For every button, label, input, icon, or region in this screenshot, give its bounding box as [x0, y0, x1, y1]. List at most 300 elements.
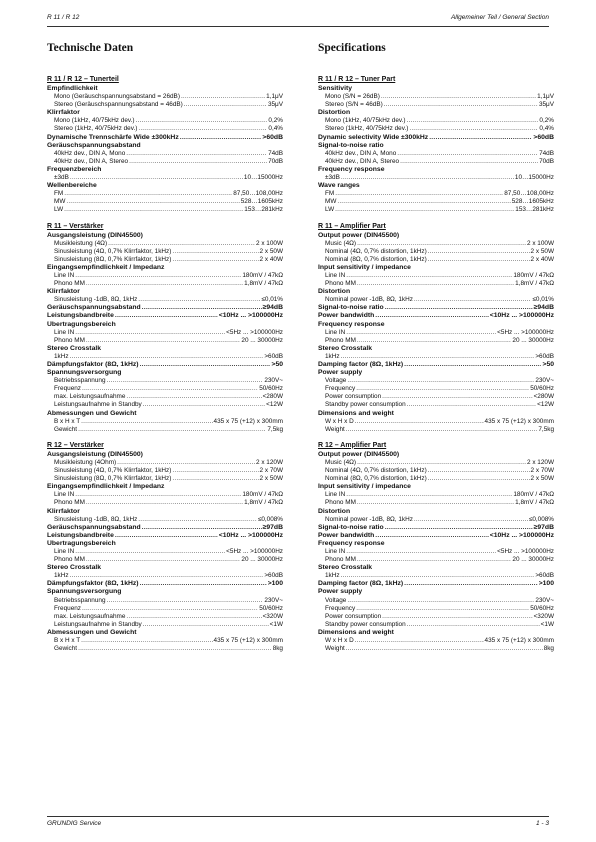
dot-leader: [428, 475, 530, 483]
spec-label: Line IN: [325, 328, 346, 336]
spec-value: 180mV / 47kΩ: [513, 271, 554, 279]
spec-label: Sinusleistung (8Ω, 0,7% Klirrfaktor, 1kHz): [54, 475, 172, 483]
spec-group-row: [47, 109, 283, 117]
spec-row: [318, 597, 554, 605]
spec-row: [318, 240, 554, 248]
spec-value: 50/60Hz: [530, 385, 554, 393]
spec-label: Ausgangsleistung (DIN45500): [47, 450, 143, 458]
dot-leader: [346, 329, 496, 337]
spec-value: ≤0,01%: [532, 296, 554, 304]
spec-label: Phono MM: [325, 336, 356, 344]
dot-leader: [140, 580, 267, 588]
page-number: 1 - 3: [535, 820, 549, 827]
dot-leader: [407, 117, 539, 125]
section-heading: R 11 / R 12 – Tuner Part: [318, 76, 396, 83]
spec-value: 528…1605kHz: [240, 198, 283, 206]
spec-label: Line IN: [54, 328, 75, 336]
spec-row: [318, 491, 554, 499]
spec-row: [318, 101, 554, 109]
spec-group-row: [47, 451, 283, 459]
spec-label: max. Leistungsaufnahme: [54, 612, 126, 620]
spec-value: ≥94dB: [262, 304, 283, 312]
dot-leader: [357, 280, 514, 288]
spec-label: Power bandwidth: [318, 312, 375, 320]
spec-group-row: [318, 564, 554, 572]
spec-row: [47, 393, 283, 401]
spec-row: [318, 401, 554, 409]
header-section: Allgemeiner Teil / General Section: [450, 14, 549, 21]
spec-value: 2 x 100W: [256, 239, 283, 247]
spec-label: Sinusleistung (8Ω, 0,7% Klirrfaktor, 1kHz): [54, 255, 172, 263]
spec-row: [318, 280, 554, 288]
spec-value: 7,5kg: [267, 425, 283, 433]
dot-leader: [357, 337, 512, 345]
spec-row: [47, 329, 283, 337]
spec-label: Spannungsversorgung: [47, 588, 122, 596]
dot-leader: [407, 621, 540, 629]
spec-label: MW: [325, 198, 337, 206]
spec-value: 2 x 50W: [259, 475, 283, 483]
spec-label: Power bandwidth: [318, 531, 375, 539]
spec-label: Sinusleistung (4Ω, 0,7% Klirrfaktor, 1kHz): [54, 247, 172, 255]
spec-value: 1,1μV: [537, 93, 554, 101]
spec-label: Geräuschspannungsabstand: [47, 304, 141, 312]
spec-label: Wave ranges: [318, 182, 360, 190]
spec-row: [47, 353, 283, 361]
dot-leader: [143, 621, 269, 629]
spec-value: 153…281kHz: [515, 206, 554, 214]
spec-label: Frequency: [325, 385, 356, 393]
spec-row: [47, 548, 283, 556]
spec-row: [318, 418, 554, 426]
spec-label: Signal-to-noise ratio: [318, 523, 384, 531]
dot-leader: [428, 256, 530, 264]
spec-group-row: [318, 369, 554, 377]
spec-label: Frequency: [325, 604, 356, 612]
spec-label: Distortion: [318, 507, 351, 515]
spec-label: Weight: [325, 645, 345, 653]
spec-label: Phono MM: [325, 280, 356, 288]
spec-label: Abmessungen und Gewicht: [47, 628, 137, 636]
spec-value: 20 ... 30000Hz: [241, 556, 283, 564]
spec-label: Geräuschspannungsabstand: [47, 141, 141, 149]
dot-leader: [180, 134, 262, 142]
dot-leader: [341, 174, 514, 182]
spec-row: [318, 516, 554, 524]
spec-label: Sensitivity: [318, 85, 352, 92]
spec-value: >100: [538, 580, 554, 588]
spec-label: Line IN: [54, 271, 75, 279]
spec-label: Frequenz: [54, 604, 81, 612]
dot-leader: [70, 174, 243, 182]
spec-row: [47, 240, 283, 248]
spec-row: [47, 556, 283, 564]
spec-group-row: [318, 540, 554, 548]
dot-leader: [129, 158, 267, 166]
spec-label: Signal-to-noise ratio: [318, 304, 384, 312]
spec-value: ≥97dB: [533, 523, 554, 531]
spec-value: >60dB: [535, 572, 554, 580]
spec-value: 0,2%: [539, 117, 554, 125]
spec-value: <10Hz ... >100000Hz: [218, 312, 283, 320]
spec-label: LW: [325, 206, 335, 214]
spec-value: >60dB: [264, 572, 283, 580]
spec-row: [47, 101, 283, 109]
spec-row: [318, 556, 554, 564]
spec-group-row: [318, 483, 554, 491]
spec-label: Leistungsbandbreite: [47, 531, 114, 539]
spec-value: 1,8mV / 47kΩ: [515, 280, 554, 288]
spec-label: MW: [54, 198, 66, 206]
spec-value: <5Hz ... >100000Hz: [497, 328, 554, 336]
spec-label: Output power (DIN45500): [318, 450, 400, 458]
spec-label: max. Leistungsaufnahme: [54, 393, 126, 401]
spec-row: [318, 272, 554, 280]
spec-group-row: [318, 232, 554, 240]
spec-row: [318, 605, 554, 613]
spec-group-row: [47, 304, 283, 312]
dot-leader: [107, 377, 264, 385]
spec-row: [47, 475, 283, 483]
section-heading: R 12 – Amplifier Part: [318, 441, 387, 449]
dot-leader: [81, 637, 212, 645]
spec-value: 35μV: [538, 101, 554, 109]
dot-leader: [64, 206, 243, 214]
spec-label: Dimensions and weight: [318, 628, 394, 636]
spec-value: 7,5kg: [538, 425, 554, 433]
spec-label: Signal-to-noise ratio: [318, 141, 384, 149]
spec-label: Dimensions and weight: [318, 409, 394, 417]
spec-row: [318, 125, 554, 133]
dot-leader: [341, 353, 535, 361]
dot-leader: [86, 499, 243, 507]
dot-leader: [172, 467, 258, 475]
spec-label: 40kHz dev., DIN A, Mono: [325, 149, 397, 157]
spec-label: Nominal (4Ω, 0,7% distortion, 1kHz): [325, 247, 427, 255]
spec-label: Voltage: [325, 596, 347, 604]
spec-label: Phono MM: [54, 499, 85, 507]
dot-leader: [172, 248, 258, 256]
spec-value: 1,1μV: [266, 93, 283, 101]
spec-value: 1,8mV / 47kΩ: [244, 499, 283, 507]
spec-value: <5Hz ... >100000Hz: [226, 547, 283, 555]
spec-row: [47, 426, 283, 434]
spec-label: Nominal (4Ω, 0,7% distortion, 1kHz): [325, 467, 427, 475]
spec-row: [47, 125, 283, 133]
spec-label: 40kHz dev., DIN A, Mono: [54, 149, 126, 157]
dot-leader: [70, 572, 264, 580]
spec-row: [47, 158, 283, 166]
spec-label: ±3dB: [54, 174, 69, 182]
spec-row: [47, 272, 283, 280]
spec-label: Eingangsempfindlichkeit / Impedanz: [47, 263, 165, 271]
spec-group-row: [318, 264, 554, 272]
spec-group-row: [318, 109, 554, 117]
spec-group-row: [47, 483, 283, 491]
dot-leader: [357, 499, 514, 507]
spec-row: [318, 248, 554, 256]
spec-row: [318, 206, 554, 214]
spec-row: [47, 401, 283, 409]
spec-label: Phono MM: [54, 336, 85, 344]
dot-leader: [86, 556, 241, 564]
dot-leader: [404, 361, 541, 369]
spec-value: 180mV / 47kΩ: [513, 491, 554, 499]
spec-value: ≤0,008%: [257, 515, 283, 523]
dot-leader: [126, 393, 261, 401]
spec-label: Frequenz: [54, 385, 81, 393]
dot-leader: [108, 240, 255, 248]
dot-leader: [140, 361, 271, 369]
dot-leader: [346, 548, 496, 556]
spec-row: [318, 377, 554, 385]
german-sections: [47, 74, 283, 653]
spec-label: Stereo (Geräuschspannungsabstand = 46dB): [54, 101, 183, 109]
dot-leader: [181, 93, 265, 101]
spec-group-row: [318, 134, 554, 142]
dot-leader: [385, 304, 533, 312]
spec-group-row: [47, 264, 283, 272]
spec-label: Line IN: [54, 491, 75, 499]
spec-label: Power consumption: [325, 612, 382, 620]
spec-value: <320W: [533, 612, 554, 620]
spec-label: Klirrfaktor: [47, 507, 80, 515]
spec-group-row: [47, 629, 283, 637]
spec-row: [47, 572, 283, 580]
spec-label: Standby power consumption: [325, 401, 406, 409]
spec-label: Damping factor (8Ω, 1kHz): [318, 361, 404, 368]
spec-value: 2 x 120W: [256, 458, 283, 466]
spec-row: [318, 475, 554, 483]
spec-row: [47, 174, 283, 182]
english-title: Specifications: [318, 42, 386, 54]
spec-row: [47, 248, 283, 256]
spec-label: ±3dB: [325, 174, 340, 182]
spec-label: Stereo Crosstalk: [47, 564, 102, 572]
spec-value: 230V~: [264, 596, 283, 604]
dot-leader: [78, 645, 272, 653]
spec-value: 74dB: [539, 149, 554, 157]
dot-leader: [107, 597, 264, 605]
spec-row: [47, 280, 283, 288]
spec-label: Mono (1kHz, 40/75kHz dev.): [54, 117, 135, 125]
spec-value: 2 x 50W: [530, 247, 554, 255]
dot-leader: [335, 206, 514, 214]
spec-label: Frequenzbereich: [47, 165, 102, 173]
spec-value: 2 x 70W: [530, 467, 554, 475]
spec-row: [47, 516, 283, 524]
dot-leader: [407, 401, 536, 409]
spec-value: 230V~: [264, 377, 283, 385]
spec-label: Sinusleistung -1dB, 8Ω, 1kHz: [54, 296, 138, 304]
header-model: R 11 / R 12: [47, 14, 80, 21]
spec-value: 0,4%: [539, 125, 554, 133]
spec-label: Spannungsversorgung: [47, 369, 122, 377]
dot-leader: [66, 198, 239, 206]
dot-leader: [64, 190, 232, 198]
spec-label: 40kHz dev., DIN A, Stereo: [54, 157, 129, 165]
spec-row: [47, 621, 283, 629]
spec-label: Weight: [325, 425, 345, 433]
dot-leader: [428, 467, 530, 475]
spec-label: Mono (Geräuschspannungsabstand = 26dB): [54, 93, 180, 101]
spec-label: Musikleistung (4Ω): [54, 239, 108, 247]
spec-value: 435 x 75 (+12) x 300mm: [484, 637, 554, 644]
spec-group-row: [47, 142, 283, 150]
spec-label: Phono MM: [54, 556, 85, 564]
spec-value: 2 x 50W: [259, 247, 283, 255]
spec-group-row: [47, 288, 283, 296]
spec-group-row: [318, 508, 554, 516]
spec-label: 1kHz: [54, 352, 69, 360]
spec-row: [318, 385, 554, 393]
spec-row: [47, 206, 283, 214]
spec-group-row: [47, 361, 283, 369]
spec-value: ≤0,01%: [261, 296, 283, 304]
spec-value: >60dB: [264, 352, 283, 360]
spec-label: B x H x T: [54, 417, 81, 425]
spec-value: >50: [271, 361, 283, 368]
spec-group-row: [47, 312, 283, 320]
dot-leader: [82, 605, 258, 613]
spec-value: 2 x 120W: [527, 458, 554, 466]
dot-leader: [81, 418, 212, 426]
spec-label: Nominal power -1dB, 8Ω, 1kHz: [325, 515, 413, 523]
spec-value: 2 x 40W: [530, 255, 554, 263]
spec-label: Mono (1kHz, 40/75kHz dev.): [325, 117, 406, 125]
spec-value: 10…15000Hz: [243, 174, 283, 182]
spec-value: 0,4%: [268, 125, 283, 133]
spec-label: Übertragungsbereich: [47, 539, 116, 547]
spec-label: Eingangsempfindlichkeit / Impedanz: [47, 483, 165, 491]
spec-row: [47, 613, 283, 621]
spec-row: [47, 256, 283, 264]
english-sections: [318, 74, 554, 653]
spec-group-row: [318, 85, 554, 93]
spec-group-row: [318, 312, 554, 320]
dot-leader: [136, 117, 268, 125]
spec-label: Stereo (1kHz, 40/75kHz dev.): [325, 125, 409, 133]
spec-row: [318, 174, 554, 182]
dot-leader: [429, 134, 532, 142]
spec-group-row: [318, 410, 554, 418]
spec-row: [318, 198, 554, 206]
spec-group-row: [318, 288, 554, 296]
spec-label: LW: [54, 206, 64, 214]
spec-label: 40kHz dev., DIN A, Stereo: [325, 157, 400, 165]
dot-leader: [78, 426, 266, 434]
spec-value: 2 x 40W: [259, 255, 283, 263]
spec-row: [47, 117, 283, 125]
spec-group-row: [318, 182, 554, 190]
spec-value: 74dB: [268, 149, 283, 157]
spec-label: Klirrfaktor: [47, 288, 80, 296]
spec-label: Dämpfungsfaktor (8Ω, 1kHz): [47, 361, 139, 368]
spec-label: Leistungsaufnahme in Standby: [54, 620, 142, 628]
spec-label: Stereo (1kHz, 40/75kHz dev.): [54, 125, 138, 133]
spec-label: Stereo Crosstalk: [318, 564, 373, 572]
spec-label: Geräuschspannungsabstand: [47, 523, 141, 531]
dot-leader: [82, 385, 258, 393]
spec-value: 435 x 75 (+12) x 300mm: [484, 417, 554, 425]
spec-value: 10…15000Hz: [514, 174, 554, 182]
spec-row: [318, 158, 554, 166]
spec-value: >50: [542, 361, 554, 368]
spec-label: Wellenbereiche: [47, 182, 97, 190]
dot-leader: [341, 572, 535, 580]
dot-leader: [375, 532, 488, 540]
header-rule: [47, 26, 549, 27]
spec-label: 1kHz: [325, 572, 340, 580]
spec-label: Betriebsspannung: [54, 377, 106, 385]
spec-value: 230V~: [535, 596, 554, 604]
spec-row: [47, 467, 283, 475]
footer-rule: [47, 816, 549, 817]
spec-label: Sinusleistung -1dB, 8Ω, 1kHz: [54, 515, 138, 523]
spec-group-row: [318, 345, 554, 353]
spec-row: [318, 353, 554, 361]
spec-label: Frequency response: [318, 539, 385, 547]
spec-value: 1,8mV / 47kΩ: [515, 499, 554, 507]
section-heading: R 11 – Amplifier Part: [318, 222, 386, 230]
spec-label: Input sensitivity / impedance: [318, 483, 411, 491]
dot-leader: [70, 353, 264, 361]
spec-group-row: [318, 321, 554, 329]
spec-value: 230V~: [535, 377, 554, 385]
spec-value: <5Hz ... >100000Hz: [497, 547, 554, 555]
spec-label: Power supply: [318, 369, 363, 377]
spec-value: >60dB: [262, 133, 283, 141]
spec-row: [47, 337, 283, 345]
spec-label: Abmessungen und Gewicht: [47, 409, 137, 417]
spec-label: Phono MM: [325, 556, 356, 564]
spec-label: Line IN: [325, 271, 346, 279]
dot-leader: [86, 337, 241, 345]
spec-value: >60dB: [535, 352, 554, 360]
spec-label: Phono MM: [325, 499, 356, 507]
spec-label: 1kHz: [54, 572, 69, 580]
spec-label: Leistungsaufnahme in Standby: [54, 401, 142, 409]
spec-row: [318, 637, 554, 645]
spec-group-row: [47, 410, 283, 418]
dot-leader: [347, 597, 534, 605]
dot-leader: [404, 580, 538, 588]
spec-value: >60dB: [533, 133, 554, 141]
spec-label: Voltage: [325, 377, 347, 385]
spec-value: 2 x 50W: [530, 475, 554, 483]
dot-leader: [381, 93, 536, 101]
dot-leader: [346, 491, 512, 499]
spec-label: Stereo Crosstalk: [318, 344, 373, 352]
section-heading: R 11 – Verstärker: [47, 222, 104, 230]
dot-leader: [355, 418, 484, 426]
spec-row: [47, 385, 283, 393]
english-column: [318, 42, 554, 653]
spec-value: 50/60Hz: [259, 385, 283, 393]
german-column: [47, 42, 283, 653]
spec-label: Ausgangsleistung (DIN45500): [47, 231, 143, 239]
spec-row: [47, 198, 283, 206]
spec-row: [47, 597, 283, 605]
spec-label: Music (4Ω): [325, 458, 357, 466]
spec-group-row: [47, 321, 283, 329]
spec-row: [47, 418, 283, 426]
spec-value: 20 ... 30000Hz: [241, 336, 283, 344]
spec-row: [47, 150, 283, 158]
spec-row: [47, 377, 283, 385]
dot-leader: [75, 491, 241, 499]
spec-row: [318, 190, 554, 198]
